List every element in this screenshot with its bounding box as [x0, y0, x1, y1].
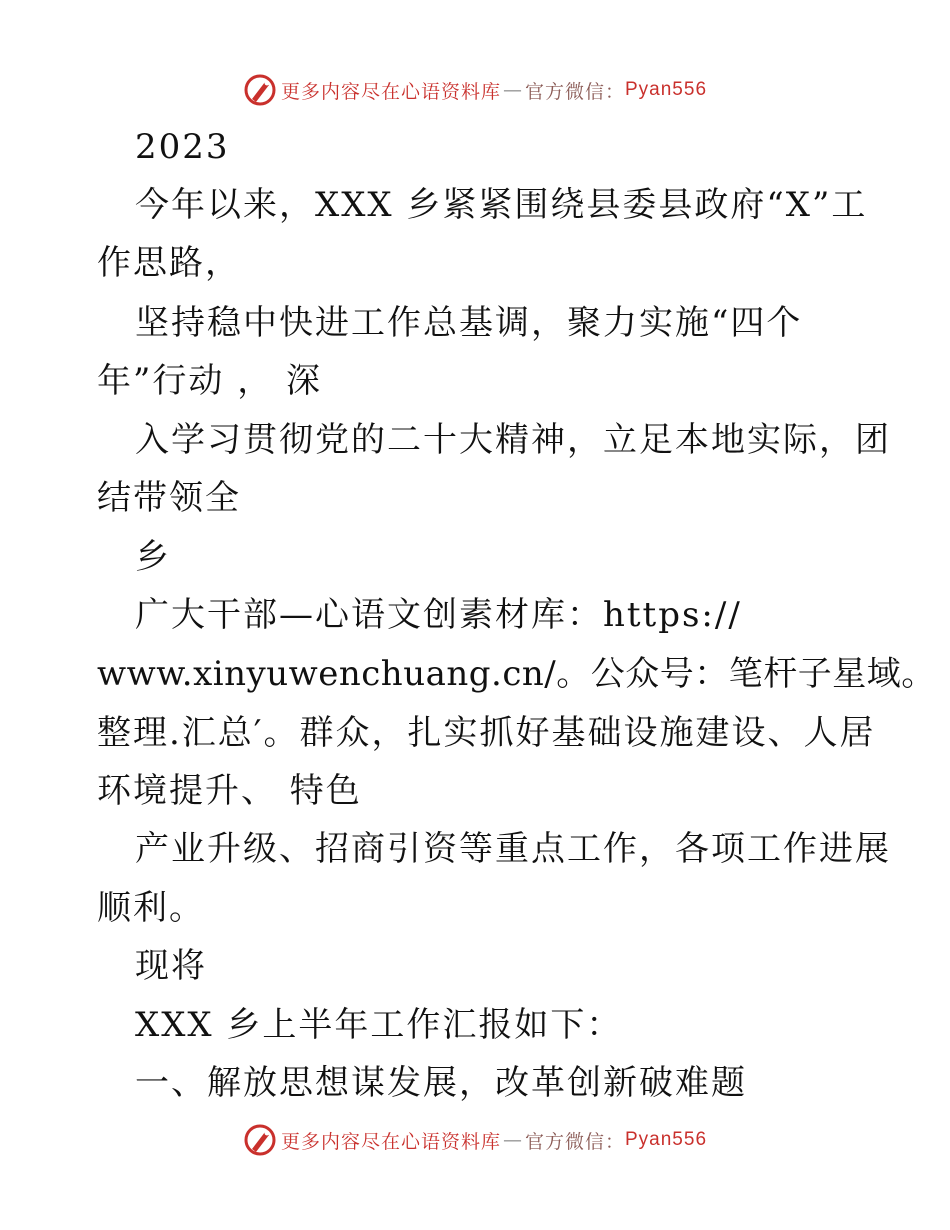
doc-line: 作思路，	[97, 243, 241, 283]
watermark-id: Pyan556	[625, 79, 708, 100]
doc-line: 整理.汇总′。群众，扎实抓好基础设施建设、人居	[97, 713, 876, 753]
watermark-sub: 官方微信：	[524, 1130, 625, 1153]
watermark-footer	[0, 1120, 950, 1160]
doc-line: 入学习贯彻党的二十大精神，立足本地实际，团	[135, 420, 891, 460]
watermark-dash: —	[502, 79, 523, 101]
doc-line: 现将	[135, 946, 207, 986]
doc-line: 顺利。	[97, 888, 205, 928]
doc-line: 坚持稳中快进工作总基调，聚力实施“四个	[135, 303, 803, 343]
pen-logo-icon	[243, 73, 277, 107]
doc-line: 环境提升、 特色	[97, 771, 362, 811]
watermark-text: 更多内容尽在心语资料库	[280, 1130, 501, 1153]
doc-line: 结带领全	[97, 478, 241, 518]
doc-line: 今年以来，XXX 乡紧紧围绕县委县政府“X”工	[135, 185, 868, 225]
pen-logo-icon	[243, 1123, 277, 1157]
doc-line: 2023	[135, 127, 230, 167]
doc-line: 产业升级、招商引资等重点工作，各项工作进展	[135, 829, 891, 869]
watermark-id: Pyan556	[625, 1129, 708, 1150]
doc-line: 广大干部—心语文创素材库：https://	[135, 595, 742, 635]
watermark-dash: —	[502, 1129, 523, 1151]
doc-line: 年”行动 ， 深	[97, 361, 322, 401]
doc-line: www.xinyuwenchuang.cn/。公众号：笔杆子星域。	[97, 654, 936, 694]
watermark-sub: 官方微信：	[524, 80, 625, 103]
watermark-text: 更多内容尽在心语资料库	[280, 80, 501, 103]
doc-line: 乡	[135, 537, 171, 577]
doc-line: XXX 乡上半年工作汇报如下：	[135, 1005, 623, 1045]
doc-line: 一、解放思想谋发展，改革创新破难题	[135, 1063, 747, 1103]
watermark-header	[0, 70, 950, 110]
